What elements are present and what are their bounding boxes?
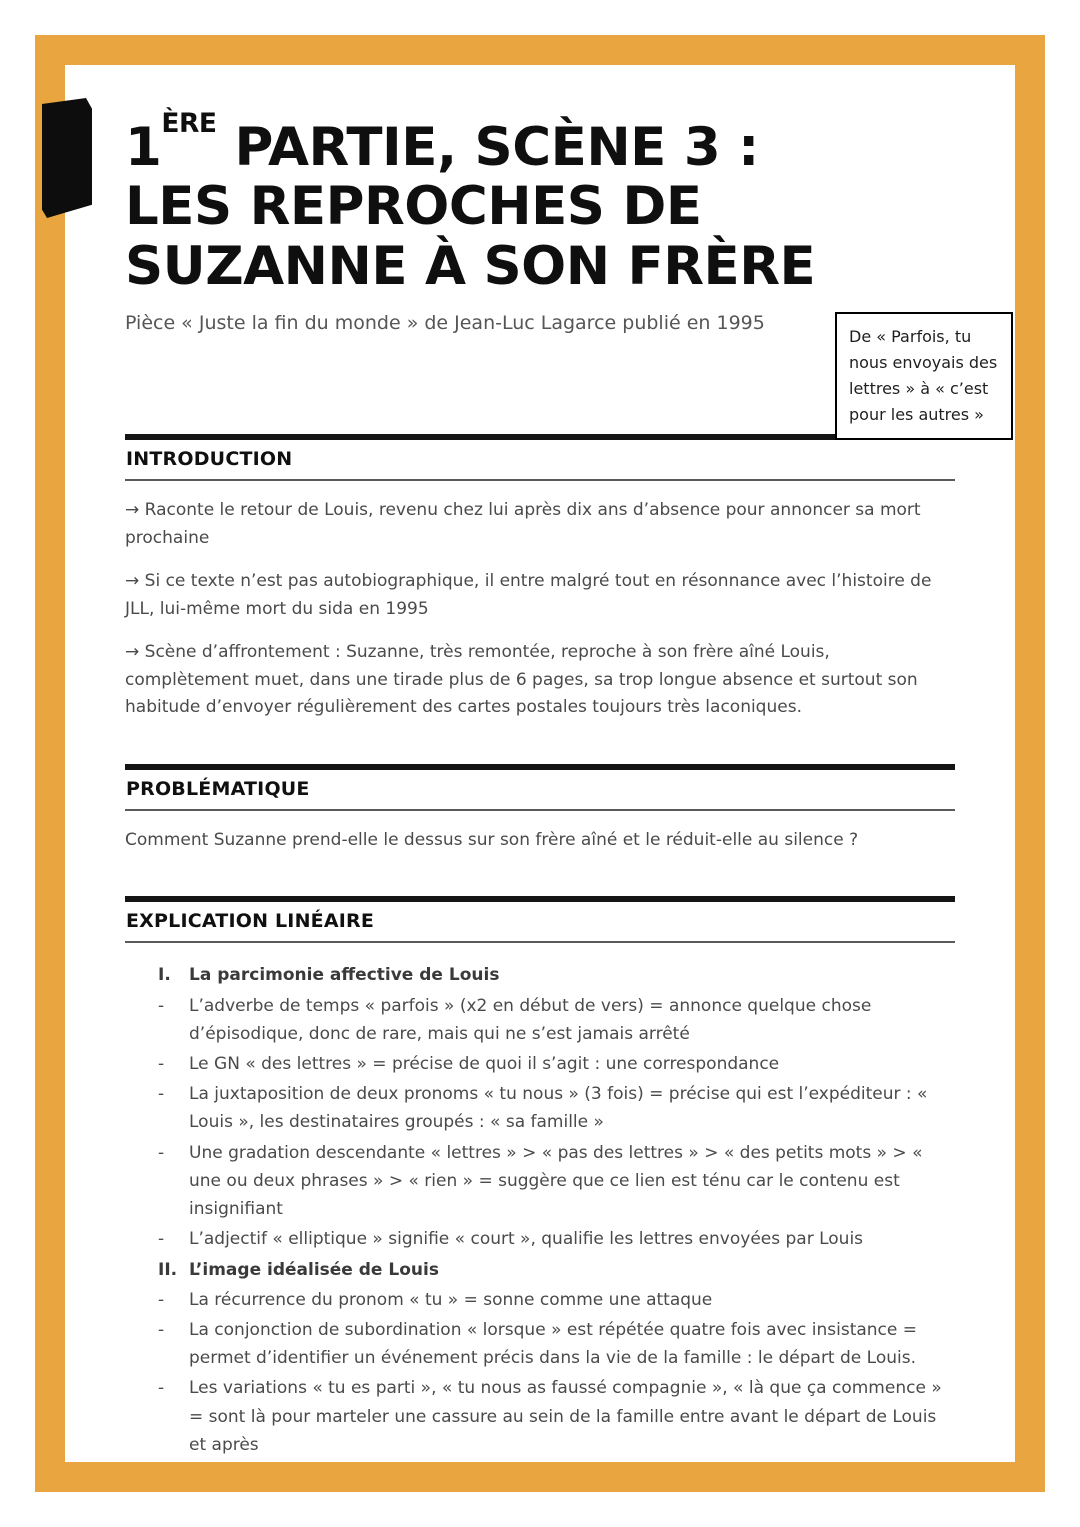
section-problematique: [125, 764, 955, 855]
section-introduction-heading: INTRODUCTION: [125, 434, 955, 481]
section-problematique-heading: PROBLÉMATIQUE: [125, 764, 955, 811]
outline-item: [125, 1225, 955, 1253]
outline-item: [125, 1050, 955, 1078]
excerpt-note-text: De « Parfois, tu nous envoyais des lettres » à « c’est pour les autres »: [849, 327, 998, 424]
outline-item-text: L’adverbe de temps « parfois » (x2 en début de vers) = annonce quelque chose d’épisodique, donc de rare, mais qui ne s’est jamais arrêté: [189, 995, 872, 1044]
section-explication-heading: EXPLICATION LINÉAIRE: [125, 896, 955, 943]
intro-paragraph: → Si ce texte n’est pas autobiographique, il entre malgré tout en résonnance avec l’histoire de JLL, lui-même mort du sida en 1995: [125, 571, 932, 619]
document-content: [125, 65, 955, 1461]
outline-roman-numeral: I.: [158, 965, 171, 986]
outline-dash-bullet: -: [158, 1142, 165, 1163]
problematique-paragraph: Comment Suzanne prend-elle le dessus sur son frère aîné et le réduit-elle au silence ?: [125, 829, 859, 850]
outline-dash-bullet: -: [158, 1053, 165, 1074]
page-title-line-3: SUZANNE À SON FRÈRE: [125, 235, 816, 297]
outline-dash-bullet: -: [158, 995, 165, 1016]
outline-section-heading: [125, 1256, 955, 1284]
outline-dash-bullet: -: [158, 1289, 165, 1310]
outline-heading-text: La parcimonie affective de Louis: [189, 965, 500, 986]
page-title: [125, 107, 955, 297]
page-title-line-2: LES REPROCHES DE: [125, 176, 702, 238]
outline-item-text: L’adjectif « elliptique » signifie « court », qualifie les lettres envoyées par Louis: [189, 1229, 864, 1250]
outline-item-text: La conjonction de subordination « lorsque » est répétée quatre fois avec insistance = permet d’identifier un événement précis dans la vie de la famille : le départ de Louis.: [189, 1319, 918, 1369]
outline-dash-bullet: -: [158, 1229, 165, 1250]
outline-heading-text: L’image idéalisée de Louis: [189, 1259, 439, 1280]
outline-item-text: Le GN « des lettres » = précise de quoi il s’agit : une correspondance: [189, 1053, 780, 1074]
explication-outline: [125, 961, 955, 1459]
outline-item: [125, 992, 955, 1048]
outline-dash-bullet: -: [158, 1319, 165, 1340]
bookmark-tab: [42, 98, 92, 218]
outline-item: [125, 1374, 955, 1459]
outline-item: [125, 1316, 955, 1372]
outline-item-text: La récurrence du pronom « tu » = sonne comme une attaque: [189, 1289, 713, 1310]
outline-roman-numeral: II.: [158, 1259, 178, 1280]
outline-item: [125, 1139, 955, 1224]
outline-item: [125, 1080, 955, 1136]
outline-item-text: Les variations « tu es parti », « tu nous as faussé compagnie », « là que ça commence » = sont là pour marteler une cassure au sein de la famille entre avant le départ de Louis et après: [189, 1378, 942, 1455]
outline-section-heading: [125, 961, 955, 989]
outline-dash-bullet: -: [158, 1084, 165, 1105]
page-subtitle: Pièce « Juste la fin du monde » de Jean-Luc Lagarce publié en 1995: [125, 312, 765, 335]
section-explication: [125, 896, 955, 1459]
title-superscript: ÈRE: [161, 107, 217, 139]
outline-item: [125, 1286, 955, 1314]
intro-paragraph: → Scène d’affrontement : Suzanne, très remontée, reproche à son frère aîné Louis, complètement muet, dans une tirade plus de 6 pages, sa trop longue absence et surtout son habitude d’envoyer régulièrement des cartes postales toujours très laconiques.: [125, 642, 918, 718]
outline-dash-bullet: -: [158, 1378, 165, 1399]
page-title-line-1: 1ÈRE PARTIE, SCÈNE 3 :: [125, 107, 759, 178]
section-introduction: [125, 434, 955, 722]
excerpt-note-box: [835, 312, 1013, 440]
outline-item-text: Une gradation descendante « lettres » > « pas des lettres » > « des petits mots » > « une ou deux phrases » > « rien » = suggère que ce lien est ténu car le contenu est insignifiant: [189, 1142, 923, 1220]
outline-item-text: La juxtaposition de deux pronoms « tu nous » (3 fois) = précise qui est l’expéditeur : « Louis », les destinataires groupés : « sa famille »: [189, 1084, 928, 1133]
intro-paragraph: → Raconte le retour de Louis, revenu chez lui après dix ans d’absence pour annoncer sa mort prochaine: [125, 500, 921, 548]
